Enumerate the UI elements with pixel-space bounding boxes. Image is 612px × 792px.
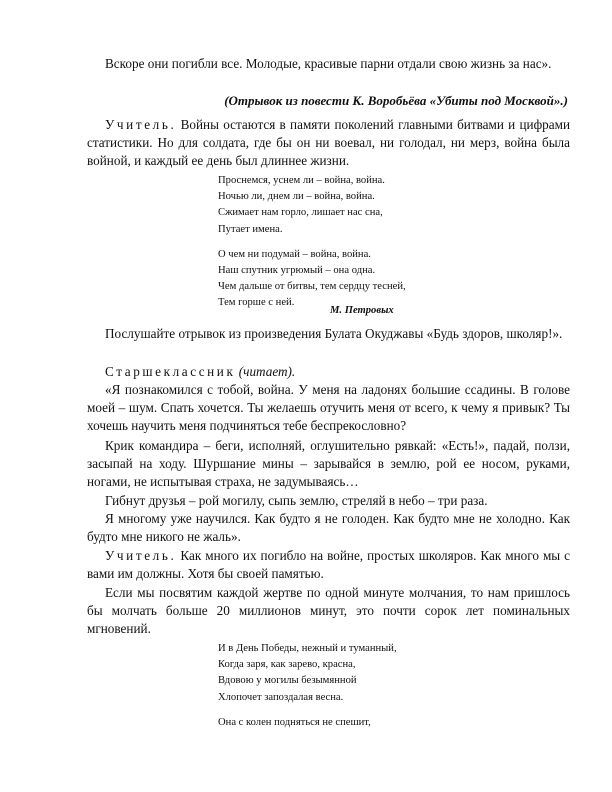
poem-line: О чем ни подумай – война, война. [218,248,371,260]
speaker-student: Старшеклассник [105,364,236,379]
poem-line: Хлопочет запоздалая весна. [218,691,344,703]
teacher-text-1: Войны остаются в памяти поколений главными битвами и цифрами статистики. Но для солдата, где бы он ни воевал, ни голодал, ни мерз, война была войной, и каждый ее день был длиннее жизни. [87,117,570,168]
poem2-stanza-1 [218,641,397,706]
student-note: (читает). [238,364,296,379]
poem-line: Проснемся, уснем ли – война, война. [218,175,385,186]
quote-paragraph-4: Я многому уже научился. Как будто я не голоден. Как будто мне не холодно. Как будто мне никого не жаль». [87,511,570,544]
speaker-teacher-2: Учитель. [105,548,177,563]
poem1-stanza-1 [218,173,406,238]
poem-line: Вдовою у могилы безымянной [218,675,357,687]
quote-paragraph-2: Крик командира – беги, исполняй, оглушительно рявкай: «Есть!», падай, ползи, засыпай на ходу. Шуршание мины – зарывайся в землю, рой ее носом, руками, ногами, не испытывая страха, не задумываясь… [87,438,570,489]
teacher-paragraph-2 [87,547,570,583]
paragraph-intro-end: Вскоре они погибли все. Молодые, красивые парни отдали свою жизнь за нас». [105,56,552,71]
poem-line: Чем дальше от битвы, тем сердцу тесней, [218,281,406,293]
speaker-teacher: Учитель. [105,117,177,132]
paragraph-listen: Послушайте отрывок из произведения Булата Окуджавы «Будь здоров, школяр!». [105,326,563,341]
quote-paragraph-1: «Я познакомился с тобой, война. У меня на ладонях большие ссадины. В голове моей – шум. Спать хочется. Ты желаешь отучить меня от всего, к чему я привык? Ты хочешь научить меня подчиняться тебе беспрекословно? [87,382,570,433]
teacher-paragraph-1 [87,116,570,170]
poem-victory-day [218,641,397,740]
poem-line: Когда заря, как зарево, красна, [218,659,356,671]
poem-line: Путает имена. [218,223,283,235]
student-header [87,363,570,381]
poem-line: Тем горше с ней. [218,297,295,309]
poem-line: Она с колен подняться не спешит, [218,716,371,728]
source-citation: (Отрывок из повести К. Воробьёва «Убиты под Москвой».) [224,93,568,108]
poem1-stanza-2 [218,247,406,312]
teacher-text-2: Как много их погибло на войне, простых школяров. Как много мы с вами им должны. Хотя бы своей памятью. [87,548,570,581]
poem1-author: М. Петровых [330,305,394,316]
poem-line: Сжимает нам горло, лишает нас сна, [218,207,383,219]
poem2-stanza-2 [218,715,397,731]
poem-line: И в День Победы, нежный и туманный, [218,643,397,654]
poem-petrovykh [218,173,406,321]
poem-line: Наш спутник угрюмый – она одна. [218,265,376,277]
quote-paragraph-3: Гибнут друзья – рой могилу, сыпь землю, стреляй в небо – три раза. [105,493,488,508]
paragraph-silence: Если мы посвятим каждой жертве по одной минуте молчания, то нам пришлось бы молчать больше 20 миллионов минут, это почти сорок лет поминальных мгновений. [87,585,570,636]
poem-line: Ночью ли, днем ли – война, война. [218,191,375,203]
